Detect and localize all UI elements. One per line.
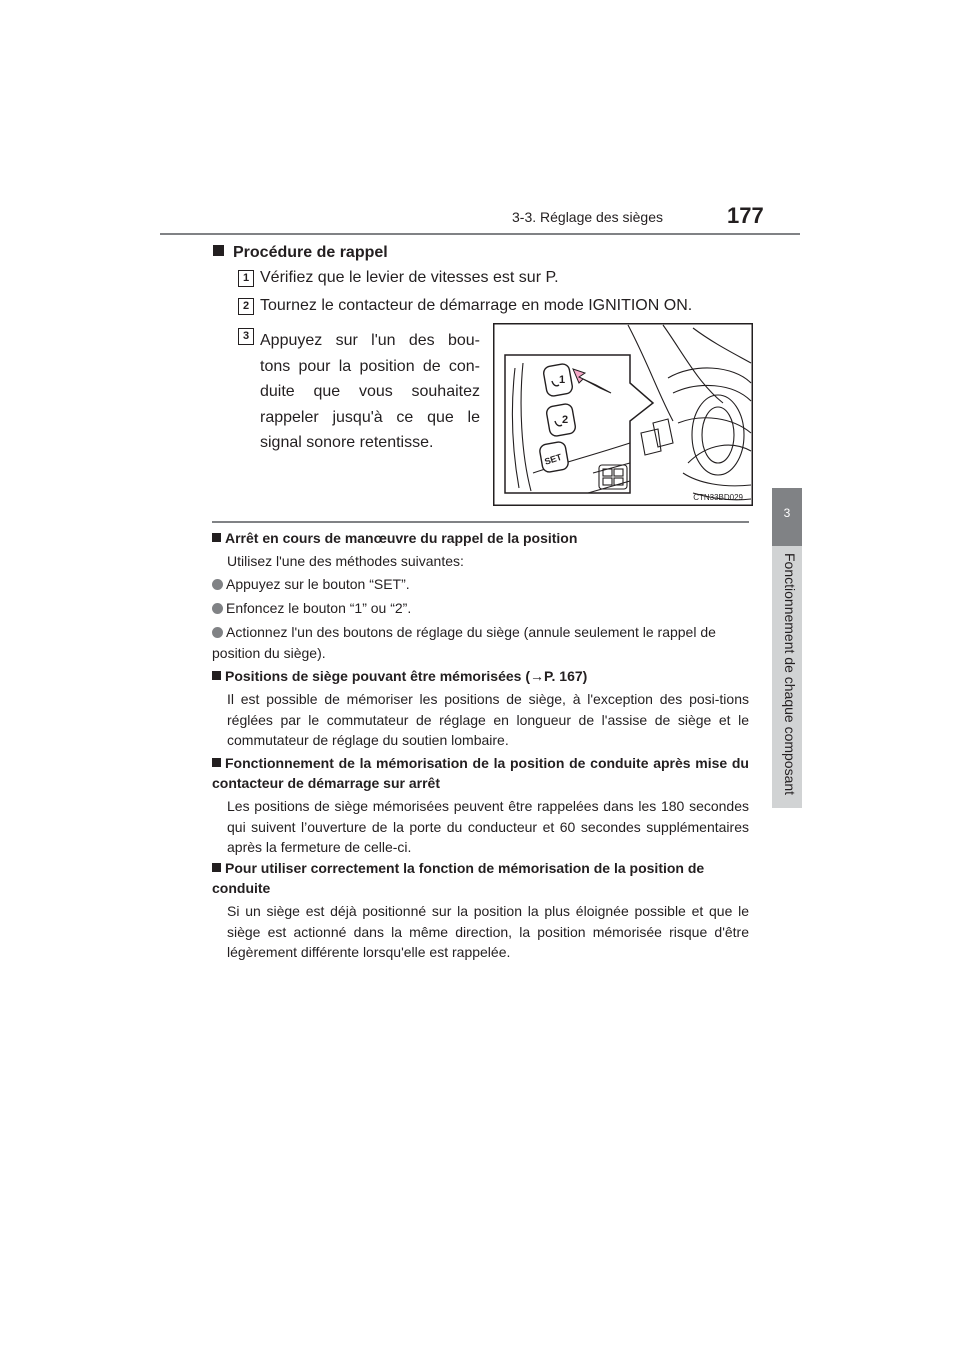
note-body-4: Si un siège est déjà positionné sur la position la plus éloignée possible et que le siège est actionné dans la même direction, la position mémorisée risque d'être légèrement différente lorsqu'elle est rappelée.: [227, 903, 749, 960]
note-heading-3: [212, 753, 749, 793]
step-number-3: 3: [238, 328, 254, 345]
note-heading-text: Fonctionnement de la mémorisation de la position de conduite après mise du contacteur de démarrage sur arrêt: [212, 755, 749, 791]
note-intro-1: Utilisez l'une des méthodes suivantes:: [227, 553, 464, 569]
page-number: 177: [727, 203, 764, 228]
round-bullet-icon: [212, 627, 223, 638]
button-label-set: SET: [543, 451, 564, 467]
note-heading-text: Pour utiliser correctement la fonction de mémorisation de la position de conduite: [212, 860, 705, 896]
chapter-number: 3: [783, 506, 791, 520]
note-body-2: Il est possible de mémoriser les positions de siège, à l'exception des posi-tions réglées par le commutateur de réglage en longueur de l'assise de siège et le commutateur de réglage du soutien lombaire.: [227, 691, 749, 748]
note-body-3: Les positions de siège mémorisées peuvent être rappelées dans les 180 secondes qui suivent l’ouverture de la porte du conducteur et 60 secondes supplémentaires après la fermeture de celle-ci.: [227, 798, 749, 855]
step-number-1: 1: [238, 270, 254, 287]
note-heading-1: [212, 528, 752, 548]
note-heading-2: [212, 666, 752, 686]
step-text-2: Tournez le contacteur de démarrage en mode IGNITION ON.: [260, 297, 693, 314]
note-bullet: [212, 574, 752, 595]
step3-line: duite que vous souhaitez: [260, 383, 480, 400]
note-bullet-text: Appuyez sur le bouton “SET”.: [226, 576, 410, 592]
step3-line: signal sonore retentisse.: [260, 434, 434, 451]
memory-buttons-illustration: [493, 323, 753, 506]
step-text-1: Vérifiez que le levier de vitesses est sur P.: [260, 269, 559, 286]
section-title: 3-3. Réglage des sièges: [512, 209, 663, 225]
square-bullet-icon: [212, 863, 221, 872]
note-heading-text: Positions de siège pouvant être mémorisées (→P. 167): [225, 668, 588, 684]
square-bullet-icon: [213, 245, 224, 256]
note-bullet-text: Enfoncez le bouton “1” ou “2”.: [226, 600, 412, 616]
header-divider: [160, 233, 800, 235]
chapter-title: Fonctionnement de chaque composant: [782, 553, 798, 796]
round-bullet-icon: [212, 603, 223, 614]
square-bullet-icon: [212, 758, 221, 767]
step-number-2: 2: [238, 298, 254, 315]
round-bullet-icon: [212, 579, 223, 590]
button-label-1: 1: [559, 374, 566, 386]
note-bullet: [212, 622, 749, 663]
procedure-title-text: Procédure de rappel: [233, 244, 388, 261]
step-text-3: [260, 328, 480, 456]
notes-divider: [212, 521, 749, 523]
note-bullet-text: Actionnez l'un des boutons de réglage du siège (annule seulement le rappel de position du siège).: [212, 624, 716, 661]
note-heading-text: Arrêt en cours de manœuvre du rappel de la position: [225, 530, 578, 546]
note-bullet: [212, 598, 752, 619]
square-bullet-icon: [212, 671, 221, 680]
step3-line: Appuyez sur l'un des bou-: [260, 332, 480, 349]
step3-line: rappeler jusqu'à ce que le: [260, 408, 480, 426]
procedure-title: [213, 244, 388, 262]
step3-line: tons pour la position de con-: [260, 357, 480, 375]
square-bullet-icon: [212, 533, 221, 542]
illustration-code: CTN33BD029: [693, 493, 743, 502]
button-label-2: 2: [562, 414, 569, 426]
note-heading-4: [212, 858, 749, 898]
